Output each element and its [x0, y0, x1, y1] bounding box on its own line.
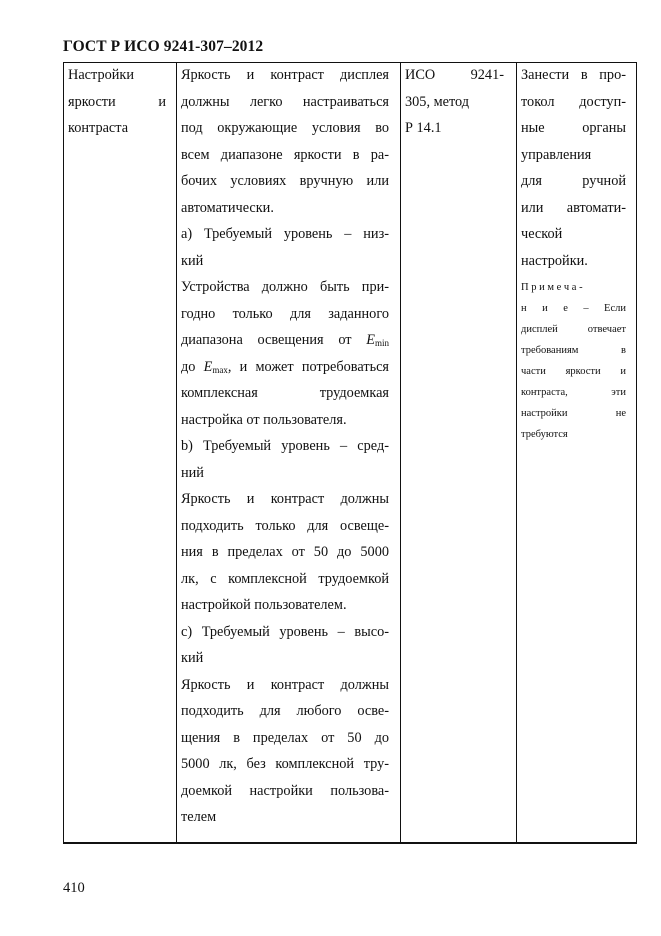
parameter-line: контраста: [68, 120, 129, 136]
table-border-bottom: [63, 842, 637, 844]
note-line: требуются: [521, 429, 568, 440]
method-line: ИСО 9241-: [405, 67, 504, 83]
requirement-line: Яркость и контраст дисплея: [181, 67, 389, 83]
note-label: П р и м е ч а -: [521, 282, 583, 293]
note-line: контраста, эти: [521, 387, 626, 398]
report-line: для ручной: [521, 173, 626, 189]
report-line: или автомати-: [521, 199, 626, 216]
requirement-line: Устройства должно быть при-: [181, 279, 389, 295]
method-line: Р 14.1: [405, 120, 442, 136]
requirement-line: подходить для любого осве-: [181, 703, 389, 719]
parameter-line: яркости и: [68, 93, 166, 110]
cell-test-method: [405, 62, 504, 142]
requirement-line: 5000 лк, без комплексной тру-: [181, 756, 389, 772]
requirement-line: подходить только для освеще-: [181, 517, 389, 534]
text-run: до: [181, 358, 204, 375]
report-line: управления: [521, 146, 592, 163]
text-run: диапазона освещения от: [181, 332, 367, 348]
symbol-e: E: [366, 332, 375, 348]
note-line: части яркости и: [521, 366, 626, 377]
column-divider-3: [516, 62, 517, 844]
report-line: ческой: [521, 226, 563, 242]
report-line: Занести в про-: [521, 67, 626, 83]
requirement-line: всем диапазоне яркости в ра-: [181, 146, 389, 163]
requirement-line: [181, 354, 389, 381]
note-line: дисплей отвечает: [521, 324, 626, 335]
note-line: требованиям в: [521, 345, 626, 356]
table-border-right: [636, 62, 637, 844]
level-b-heading: b) Требуемый уровень – сред-: [181, 438, 389, 454]
requirement-line: должны легко настраиваться: [181, 93, 389, 110]
cell-requirements: [181, 62, 389, 831]
cell-parameter: [68, 62, 166, 142]
symbol-e: E: [203, 358, 213, 375]
column-divider-1: [176, 62, 177, 844]
requirement-line: бочих условиях вручную или: [181, 173, 389, 189]
requirement-line: настройка от пользователя.: [181, 411, 347, 428]
requirement-line: Яркость и контраст должны: [181, 676, 389, 693]
page-header: ГОСТ Р ИСО 9241-307–2012: [63, 38, 264, 55]
report-line: настройки.: [521, 252, 588, 269]
level-a-heading: a) Требуемый уровень – низ-: [181, 226, 389, 242]
cell-report: [521, 62, 626, 445]
parameter-line: Настройки: [68, 67, 134, 83]
subscript-max: max: [212, 364, 228, 375]
report-line: токол доступ-: [521, 93, 626, 110]
requirement-line: годно только для заданного: [181, 305, 389, 322]
report-line: ные органы: [521, 120, 626, 136]
requirement-line: под окружающие условия во: [181, 120, 389, 136]
table-border-left: [63, 62, 64, 844]
column-divider-2: [400, 62, 401, 844]
requirement-line: настройкой пользователем.: [181, 597, 347, 613]
level-b-heading: ний: [181, 464, 204, 481]
requirement-line: доемкой настройки пользова-: [181, 782, 389, 799]
level-c-heading: кий: [181, 650, 204, 666]
requirement-line: телем: [181, 809, 217, 825]
requirement-line: Яркость и контраст должны: [181, 491, 389, 507]
requirement-line: лк, с комплексной трудоемкой: [181, 570, 389, 587]
subscript-min: min: [374, 338, 389, 348]
requirement-line: [181, 327, 389, 354]
level-c-heading: c) Требуемый уровень – высо-: [181, 623, 389, 640]
requirement-line: ния в пределах от 50 до 5000: [181, 544, 389, 560]
note-line: н и е – Если: [521, 303, 626, 314]
page-number: 410: [63, 880, 85, 896]
note-line: настройки не: [521, 408, 626, 419]
requirement-line: автоматически.: [181, 199, 274, 216]
requirement-line: щения в пределах от 50 до: [181, 729, 389, 746]
text-run: , и может потребоваться: [227, 358, 390, 375]
requirements-table: [63, 62, 637, 844]
level-a-heading: кий: [181, 252, 204, 269]
requirement-line: комплексная трудоемкая: [181, 385, 389, 401]
method-line: 305, метод: [405, 93, 470, 110]
table-note: [521, 277, 626, 445]
